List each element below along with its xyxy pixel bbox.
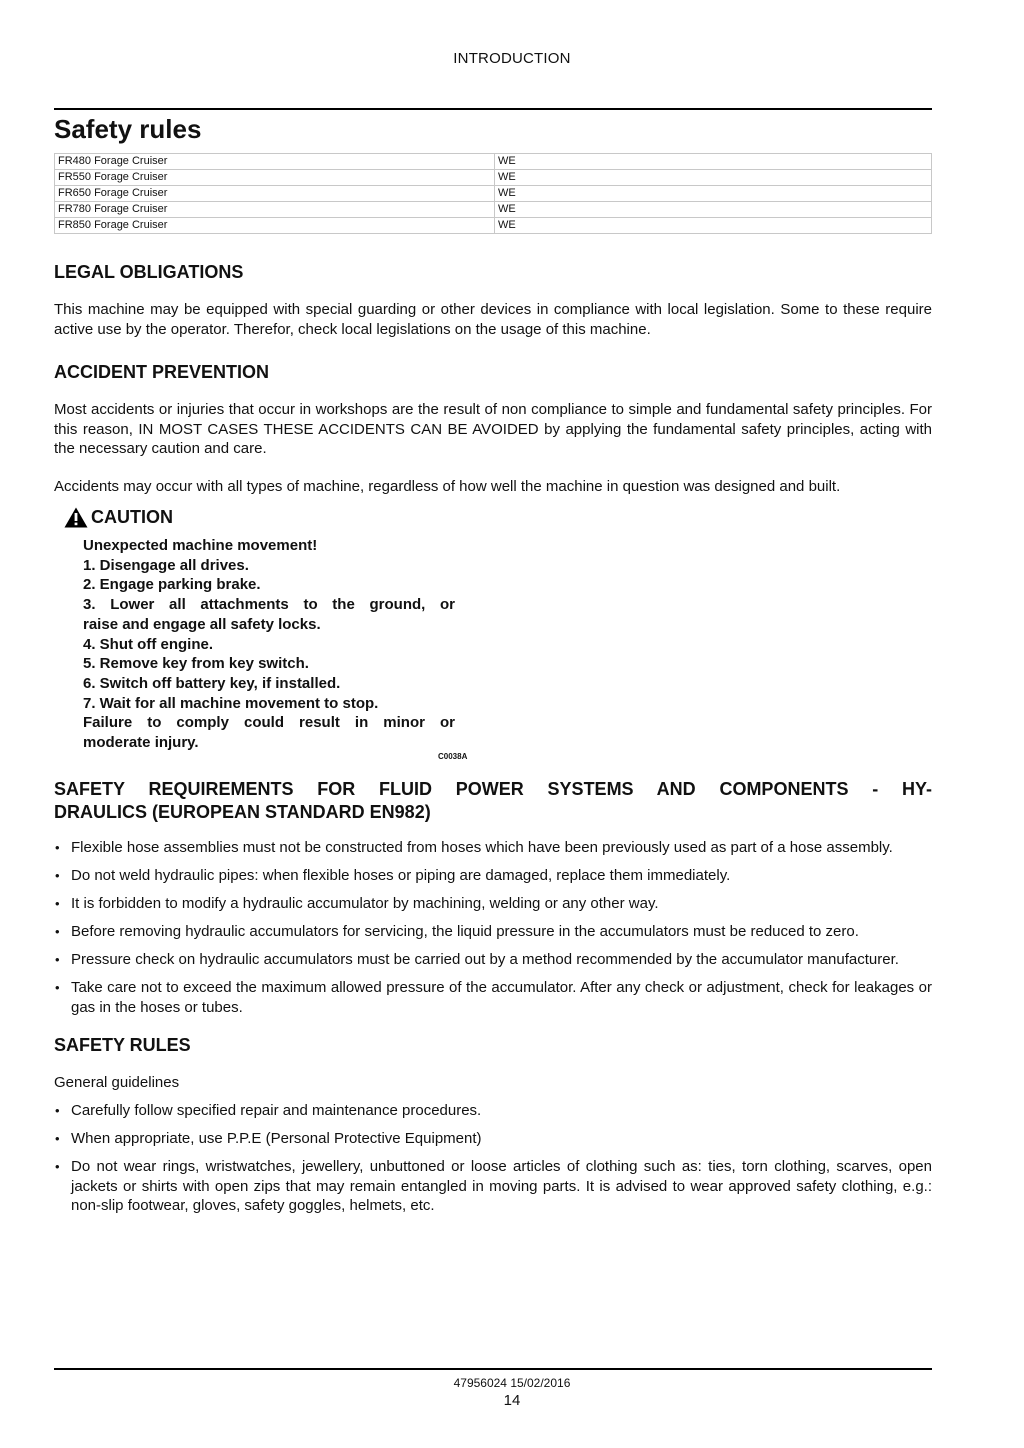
general-guidelines: General guidelines [54, 1074, 180, 1091]
region-cell: WE [495, 154, 932, 170]
region-cell: WE [495, 218, 932, 234]
list-item [54, 978, 932, 1017]
table-row [55, 186, 932, 202]
hydraulics-heading-line-1: SAFETY REQUIREMENTS FOR FLUID POWER SYSTEMS AND COMPONENTS - HY- [54, 779, 932, 799]
list-item [54, 922, 932, 942]
bullet-icon: • [55, 1159, 60, 1174]
list-item-text: Before removing hydraulic accumulators for servicing, the liquid pressure in the accumulators must be reduced to zero. [71, 923, 859, 940]
footer-divider [54, 1368, 932, 1370]
list-item [54, 894, 932, 914]
bullet-icon: • [55, 980, 60, 995]
caution-intro: Unexpected machine movement! [83, 537, 318, 554]
accident-paragraph-1: Most accidents or injuries that occur in workshops are the result of non compliance to simple and fundamental safety principles. For this reason, IN MOST CASES THESE ACCIDENTS CAN BE AVOIDED by applying the fundamental safety principles, acting with the necessary caution and care. [54, 401, 932, 457]
list-item-text: Do not wear rings, wristwatches, jewellery, unbuttoned or loose articles of clothing such as: ties, torn clothing, scarves, open jackets or shirts with open zips that may remain entangled in moving parts. It is advised to wear approved safety clothing, e.g.: non-slip footwear, gloves, safety goggles, helmets, etc. [71, 1158, 932, 1214]
bullet-icon: • [55, 840, 60, 855]
model-cell: FR780 Forage Cruiser [55, 202, 495, 218]
model-cell: FR480 Forage Cruiser [55, 154, 495, 170]
page-number: 14 [503, 1392, 521, 1409]
bullet-icon: • [55, 952, 60, 967]
list-item-text: Pressure check on hydraulic accumulators must be carried out by a method recommended by the accumulator manufacturer. [71, 951, 899, 968]
list-item [54, 950, 932, 970]
bullet-icon: • [55, 1103, 60, 1118]
accident-heading: ACCIDENT PREVENTION [54, 362, 270, 382]
list-item-text: When appropriate, use P.P.E (Personal Protective Equipment) [71, 1130, 482, 1147]
accident-paragraph-2: Accidents may occur with all types of machine, regardless of how well the machine in question was designed and built. [54, 477, 841, 495]
model-cell: FR550 Forage Cruiser [55, 170, 495, 186]
bullet-icon: • [55, 924, 60, 939]
table-row [55, 154, 932, 170]
caution-code: C0038A [438, 752, 468, 761]
list-item-text: Do not weld hydraulic pipes: when flexible hoses or piping are damaged, replace them immediately. [71, 867, 731, 884]
list-item-text: Take care not to exceed the maximum allowed pressure of the accumulator. After any check or adjustment, check for leakages or gas in the hoses or tubes. [71, 979, 932, 1016]
legal-heading: LEGAL OBLIGATIONS [54, 262, 244, 282]
table-row [55, 202, 932, 218]
list-item-text: Carefully follow specified repair and maintenance procedures. [71, 1102, 482, 1119]
caution-step-6: 6. Switch off battery key, if installed. [83, 674, 341, 692]
list-item [54, 866, 932, 886]
list-item [54, 1129, 932, 1149]
table-row [55, 218, 932, 234]
caution-body [83, 536, 455, 753]
header-divider [54, 108, 932, 110]
region-cell: WE [495, 202, 932, 218]
caution-failure-cont: moderate injury. [83, 734, 199, 752]
caution-step-7: 7. Wait for all machine movement to stop. [83, 694, 379, 712]
list-item [54, 838, 932, 858]
table-row [55, 170, 932, 186]
hydraulics-heading-line-2: DRAULICS (EUROPEAN STANDARD EN982) [54, 802, 431, 822]
region-cell: WE [495, 170, 932, 186]
page-title: Safety rules [54, 114, 202, 144]
safety-rules-list [54, 1101, 932, 1216]
hydraulics-heading [54, 778, 932, 824]
caution-label: CAUTION [91, 507, 173, 527]
bullet-icon: • [55, 896, 60, 911]
safety-rules-heading: SAFETY RULES [54, 1035, 191, 1055]
caution-header [64, 506, 173, 528]
list-item [54, 1101, 932, 1121]
list-item-text: It is forbidden to modify a hydraulic accumulator by machining, welding or any other way. [71, 895, 659, 912]
warning-icon [64, 507, 88, 528]
region-cell: WE [495, 186, 932, 202]
caution-step-1: 1. Disengage all drives. [83, 556, 249, 574]
list-item [54, 1157, 932, 1216]
model-cell: FR850 Forage Cruiser [55, 218, 495, 234]
legal-paragraph: This machine may be equipped with special guarding or other devices in compliance with local legislation. Some to these require active use by the operator. Therefor, check local legislations on the usage of this machine. [54, 301, 932, 338]
page-header: INTRODUCTION [453, 50, 571, 67]
caution-step-2: 2. Engage parking brake. [83, 576, 261, 594]
caution-step-5: 5. Remove key from key switch. [83, 655, 309, 673]
caution-step-3: 3. Lower all attachments to the ground, or [83, 596, 455, 614]
bullet-icon: • [55, 1131, 60, 1146]
main-content [54, 262, 932, 1224]
list-item-text: Flexible hose assemblies must not be constructed from hoses which have been previously used as part of a hose assembly. [71, 839, 893, 856]
bullet-icon: • [55, 868, 60, 883]
caution-step-4: 4. Shut off engine. [83, 635, 213, 653]
model-table [54, 153, 932, 234]
model-cell: FR650 Forage Cruiser [55, 186, 495, 202]
caution-step-3-cont: raise and engage all safety locks. [83, 615, 321, 633]
caution-failure: Failure to comply could result in minor or [83, 714, 455, 732]
hydraulics-list [54, 838, 932, 1017]
caution-box [54, 506, 932, 778]
footer-document-id: 47956024 15/02/2016 [453, 1376, 571, 1390]
